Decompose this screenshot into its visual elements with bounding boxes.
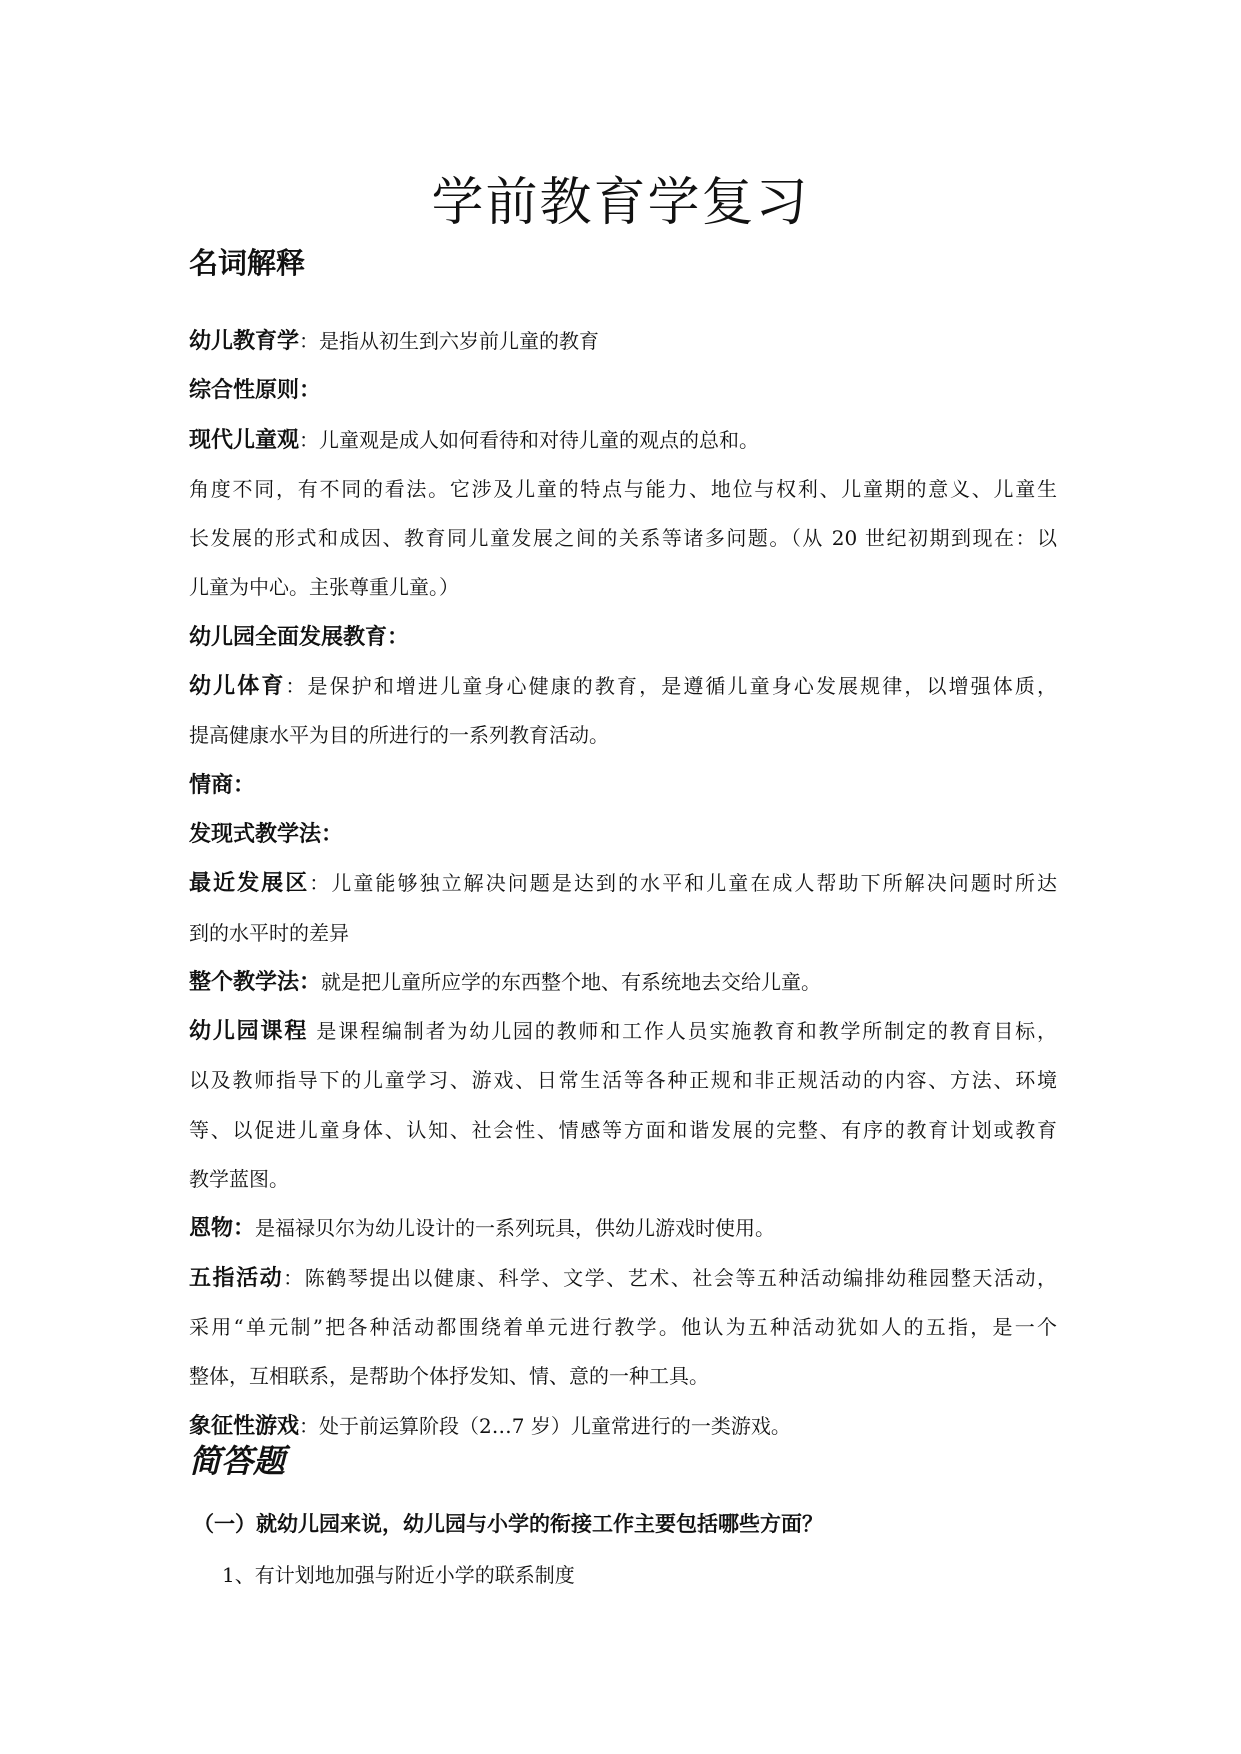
document-title: 学前教育学复习 bbox=[431, 173, 810, 233]
term-label: 现代儿童观 bbox=[189, 427, 300, 453]
term-separator: ： bbox=[283, 1265, 305, 1290]
term-label: 象征性游戏 bbox=[189, 1413, 300, 1439]
term-separator: ： bbox=[299, 329, 320, 353]
terms-list bbox=[189, 317, 1057, 1451]
term-definition-continued: 以及教师指导下的儿童学习、游戏、日常生活等各种正规和非正规活动的内容、方法、环境 bbox=[189, 1068, 1057, 1093]
term-entry-froebel-gifts bbox=[189, 1204, 1057, 1253]
term-definition-continued: 采用“单元制”把各种活动都围绕着单元进行教学。他认为五种活动犹如人的五指，是一个 bbox=[189, 1314, 1057, 1339]
term-definition-continued: 等、以促进儿童身体、认知、社会性、情感等方面和谐发展的完整、有序的教育计划或教育 bbox=[189, 1117, 1057, 1142]
term-definition: 是保护和增进儿童身心健康的教育，是遵循儿童身心发展规律，以增强体质， bbox=[307, 674, 1057, 699]
term-separator: ： bbox=[285, 674, 308, 699]
term-label: 综合性原则： bbox=[189, 378, 322, 404]
term-definition-continued: 到的水平时的差异 bbox=[189, 920, 349, 945]
term-definition-continued: 提高健康水平为目的所进行的一系列教育活动。 bbox=[189, 723, 609, 748]
term-label: 情商： bbox=[189, 772, 256, 798]
term-entry-whole-teaching-method bbox=[189, 958, 1057, 1007]
term-definition: 是课程编制者为幼儿园的教师和工作人员实施教育和教学所制定的教育目标， bbox=[316, 1019, 1057, 1044]
term-label: 幼儿教育学 bbox=[189, 329, 300, 354]
term-label: 五指活动 bbox=[189, 1265, 284, 1291]
term-definition: 陈鹤琴提出以健康、科学、文学、艺术、社会等五种活动编排幼稚园整天活动， bbox=[304, 1265, 1057, 1290]
term-definition: 是指从初生到六岁前儿童的教育 bbox=[319, 329, 600, 353]
term-entry-comprehensive-principle bbox=[189, 366, 1057, 415]
term-label: 发现式教学法： bbox=[189, 821, 344, 847]
term-entry-discovery-method bbox=[189, 810, 1057, 859]
term-entry-symbolic-play bbox=[189, 1402, 1057, 1451]
term-label: 恩物： bbox=[189, 1216, 256, 1242]
term-entry-preschool-pedagogy bbox=[189, 317, 1057, 366]
term-entry-all-round-development bbox=[189, 613, 1057, 662]
term-separator: ： bbox=[309, 871, 332, 896]
term-definition: 儿童能够独立解决问题是达到的水平和儿童在成人帮助下所解决问题时所达 bbox=[331, 871, 1057, 896]
term-definition: 就是把儿童所应学的东西整个地、有系统地去交给儿童。 bbox=[321, 969, 822, 994]
term-label: 幼儿园全面发展教育： bbox=[189, 624, 410, 650]
term-entry-zone-of-proximal-development bbox=[189, 859, 1057, 908]
term-separator: ： bbox=[299, 1413, 320, 1438]
term-definition: 是福禄贝尔为幼儿设计的一系列玩具，供幼儿游戏时使用。 bbox=[255, 1216, 776, 1241]
term-definition-continued: 长发展的形式和成因、教育同儿童发展之间的关系等诸多问题。（从 20 世纪初期到现在：以 bbox=[189, 526, 1057, 551]
term-entry-emotional-quotient bbox=[189, 761, 1057, 810]
term-entry-five-finger-activity bbox=[189, 1254, 1057, 1303]
term-label: 整个教学法： bbox=[189, 969, 322, 995]
term-definition: 儿童观是成人如何看待和对待儿童的观点的总和。 bbox=[319, 427, 760, 452]
term-label: 最近发展区 bbox=[189, 871, 310, 897]
question-heading: （一）就幼儿园来说，幼儿园与小学的衔接工作主要包括哪些方面？ bbox=[193, 1512, 823, 1536]
term-entry-kindergarten-curriculum bbox=[189, 1007, 1057, 1056]
term-separator: ： bbox=[299, 427, 320, 452]
term-entry-physical-education bbox=[189, 662, 1057, 711]
term-label: 幼儿园课程 bbox=[189, 1019, 309, 1045]
term-definition-continued: 角度不同，有不同的看法。它涉及儿童的特点与能力、地位与权利、儿童期的意义、儿童生 bbox=[189, 476, 1057, 501]
term-definition-continued: 儿童为中心。主张尊重儿童。） bbox=[189, 575, 459, 600]
term-label: 幼儿体育 bbox=[189, 674, 286, 700]
term-definition: 处于前运算阶段（2…7 岁）儿童常进行的一类游戏。 bbox=[319, 1413, 791, 1438]
term-definition-continued: 教学蓝图。 bbox=[189, 1167, 289, 1192]
term-entry-modern-view-of-children bbox=[189, 416, 1057, 465]
section-heading-terms: 名词解释 bbox=[189, 246, 306, 280]
term-definition-continued: 整体，互相联系，是帮助个体抒发知、情、意的一种工具。 bbox=[189, 1364, 709, 1389]
question-answer-item: 1、有计划地加强与附近小学的联系制度 bbox=[222, 1563, 575, 1587]
section-heading-short-answer: 简答题 bbox=[189, 1442, 286, 1480]
